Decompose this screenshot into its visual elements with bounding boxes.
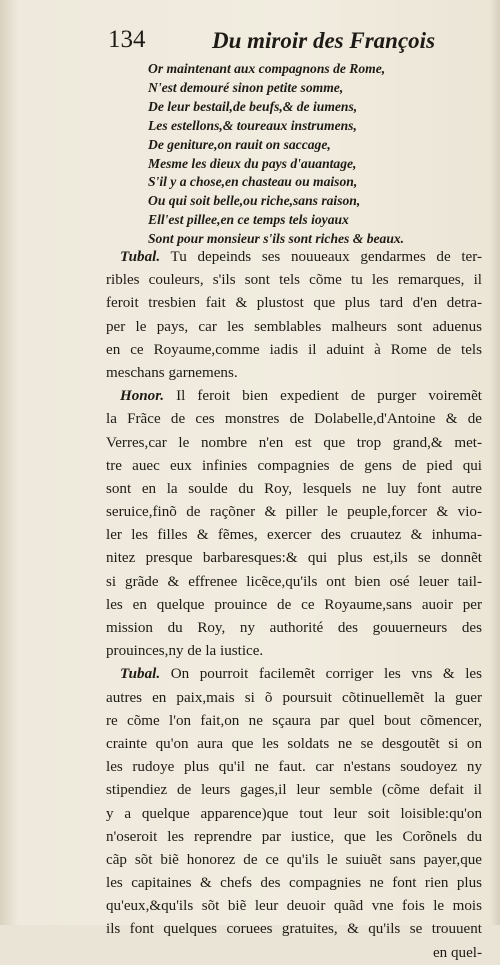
- text-line: les en quelque prouince de ce Royaume,sans auoir per: [106, 596, 482, 613]
- text-line: per le pays, car les semblables malheurs sont aduenus: [106, 318, 482, 335]
- text-line: On pourroit facilemẽt corriger les vns & les: [170, 666, 483, 683]
- verse-block: [148, 60, 448, 249]
- verse-line: De geniture,on rauit on saccage,: [148, 136, 331, 152]
- text-line: seruice,finõ de raçõner & piller le peuple,forcer & vio-: [106, 504, 482, 521]
- text-line: Verres,car le nombre n'en est que trop grand,& met-: [106, 434, 482, 451]
- catchword: en quel-: [432, 944, 482, 961]
- speaker-name: Tubal.: [120, 249, 161, 265]
- verse-line: Or maintenant aux compagnons de Rome,: [148, 61, 386, 76]
- verse-line: Ell'est pillee,en ce temps tels ioyaux: [148, 212, 349, 228]
- text-line: Tu depeinds ses nouueaux gendarmes de ter-: [170, 249, 482, 265]
- text-line: nitez presque barbaresques:& qui plus est,ils se donnẽt: [106, 550, 482, 567]
- verse-line: Sont pour monsieur s'ils sont riches & beaux.: [148, 231, 405, 247]
- page-number: 134: [108, 26, 146, 53]
- paragraph-first-line: [106, 385, 482, 408]
- page-header: [108, 26, 436, 60]
- text-line: stipendiez de leurs gages,il leur semble (cõme defait il: [106, 782, 482, 799]
- text-line: sont en la soulde du Roy, lesquels ne luy font autre: [106, 480, 482, 497]
- text-line: ler les filles & fẽmes, exercer des cruautez & inhuma-: [106, 527, 482, 544]
- text-line: ils font quelques coruees gratuites, & qu'ils se trouuent: [106, 921, 482, 938]
- text-line: les rudoye plus qu'il ne faut. car n'estans soudoyez ny: [106, 759, 482, 776]
- text-line: re cõme l'on fait,on ne sçaura par quel bout cõmencer,: [106, 712, 482, 729]
- text-line: prouinces,ny de la iustice.: [106, 643, 264, 660]
- dialogue-text: [106, 246, 482, 965]
- verse-line: De leur bestail,de beufs,& de iumens,: [148, 98, 358, 114]
- speaker-name: Tubal.: [120, 666, 161, 683]
- text-line: mission du Roy, ny authorité des gouuerneurs des: [106, 620, 482, 636]
- text-line: en ce Royaume,comme iadis il aduint à Rome de tels: [106, 341, 482, 358]
- paragraph-first-line: [106, 246, 482, 269]
- speaker-name: Honor.: [120, 388, 165, 405]
- text-line: tre auec eux infinies compagnies de gens de pied qui: [106, 457, 482, 474]
- text-line: cãp sõt biẽ honorez de ce qu'ils le suiuẽt sans payer,que: [106, 851, 482, 868]
- text-line: Il feroit bien expedient de purger voiremẽt: [176, 388, 483, 405]
- text-line: ribles couleurs, s'ils sont tels cõme tu les remarques, il: [106, 272, 482, 289]
- text-line: qu'eux,&qu'ils sõt biẽ leur deuoir quãd vne fois le mois: [106, 898, 482, 915]
- text-line: autres en paix,mais si õ poursuit cõtinuellemẽt la guer: [106, 689, 482, 706]
- text-line: crainte qu'on aura que les soldats ne se desgoutẽt si on: [106, 735, 482, 752]
- running-title: Du miroir des François: [212, 28, 436, 53]
- paragraph-first-line: [106, 663, 482, 686]
- page-edge-shadow: [490, 0, 500, 925]
- text-line: feroit tresbien fait & plustost que plus tard d'en detra-: [106, 295, 482, 312]
- text-line: y a quelque apparence)que tout leur soit loisible:qu'on: [106, 805, 482, 822]
- verse-line: Mesme les dieux du pays d'auantage,: [148, 155, 357, 171]
- verse-line: Les estellons,& toureaux instrumens,: [148, 117, 357, 133]
- text-line: n'oseroit les reprendre par iustice, que les Corõnels du: [106, 828, 482, 845]
- text-line: les capitaines & chefs des compagnies ne font rien plus: [106, 875, 482, 892]
- verse-line: Ou qui soit belle,ou riche,sans raison,: [148, 193, 361, 209]
- text-line: meschans garnemens.: [106, 364, 238, 381]
- text-line: la Frãce de ces monstres de Dolabelle,d'Antoine & de: [106, 411, 482, 428]
- verse-line: S'il y a chose,en chasteau ou maison,: [148, 174, 358, 190]
- verse-line: N'est demouré sinon petite somme,: [148, 79, 344, 95]
- text-line: si grãde & effrenee licẽce,qu'ils ont bien osé leuer tail-: [106, 573, 482, 590]
